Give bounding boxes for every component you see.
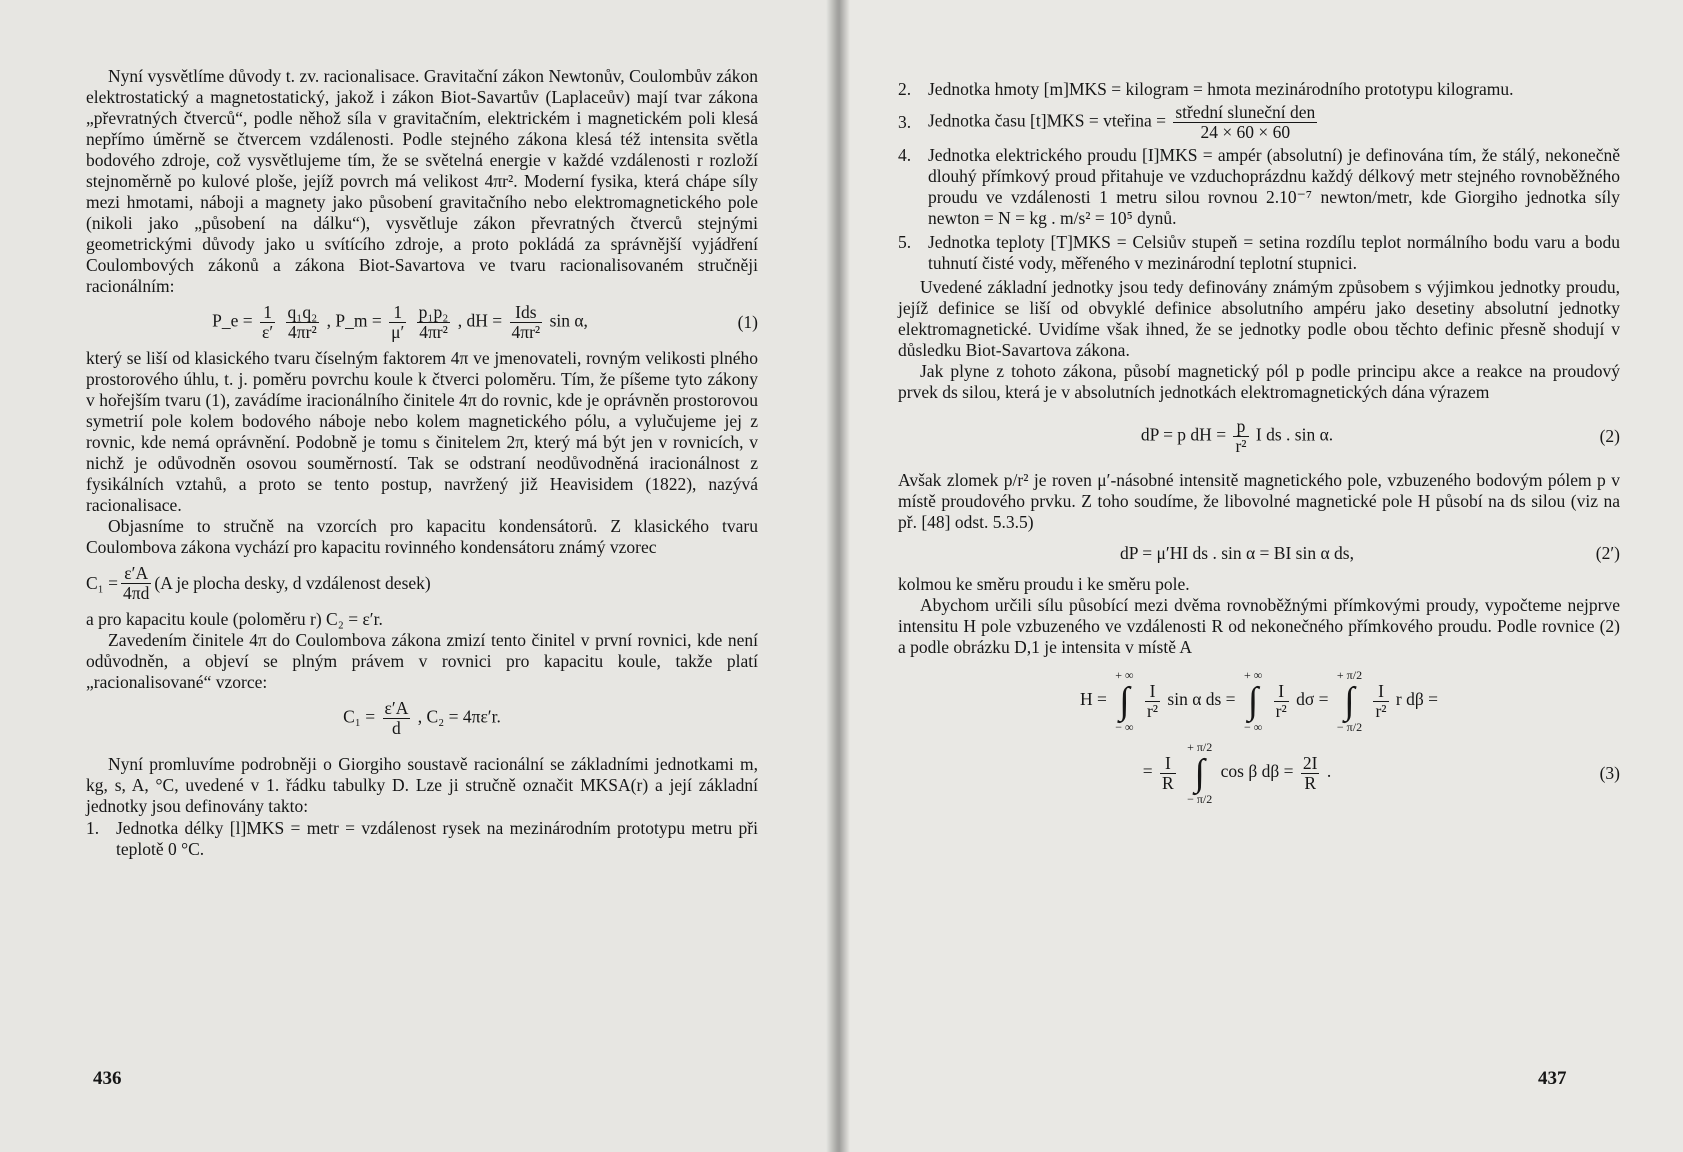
eqc2-frac: $\frac{\varepsilon'A}{d}$ <box>384 698 409 738</box>
equation-number-3: (3) <box>1599 762 1620 783</box>
eq3a-term-3: r dβ = <box>1395 689 1439 710</box>
eqc2-tail: , C₂ = 4πε′r. <box>417 706 501 727</box>
paragraph-factor-4pi: který se liší od klasického tvaru číselným faktorem 4π ve jmenovateli, rovným velikosti plného prostorového úhlu, t. j. poměru povrchu koule k čtverci poloměru. Tím, že píšeme tyto zákony v hořejším tvaru (1), zavádíme iracionálního činitele 4π do rovnic, kde je oprávněn prostorovou symetrií pole kolem bodového náboje nebo kolem magnetického pólu, a vylučujeme jej z rovnic, kde nemá oprávnění. Podobně je tomu s činitelem 2π, který má být jen v rovnicích, v nichž je odůvodněn osovou souměrností. Tak se odstraní neodůvodněná iracionálnost z fysikálních vztahů, a proto se tento postup, navržený již Heavisidem (1822), nazývá racionalisace. <box>86 348 758 515</box>
equation-c1-classic <box>86 564 758 603</box>
eqc1-note: (A je plocha desky, d vzdálenost desek) <box>154 573 431 593</box>
eq1-pm-frac-a: $\frac{1}{\mu'}$ <box>391 302 405 342</box>
eq1-pe-frac-a: $\frac{1}{\varepsilon'}$ <box>261 302 274 342</box>
equation-2 <box>898 417 1620 456</box>
eq2-frac: $\frac{p}{\text{r²}}$ <box>1235 416 1247 456</box>
eq1-dh-frac: $\frac{\text{Ids}}{\text{4πr²}}$ <box>511 302 541 342</box>
page-number-left: 436 <box>93 1068 122 1089</box>
eq1-dh-lhs: , dH = <box>457 310 503 331</box>
eq2-tail: I ds . sin α. <box>1255 424 1334 445</box>
eq1-pe-lhs: P_e = <box>212 310 253 331</box>
eq3a-frac-3: $\frac{I}{\text{r²}}$ <box>1375 680 1387 721</box>
list-item-1: 1. Jednotka délky [l]MKS = metr = vzdálenost rysek na mezinárodním prototypu metru při teplotě 0 °C. <box>86 818 758 859</box>
equation-3-line-1 <box>898 668 1620 734</box>
eq1-pe-frac-b: $\frac{\text{q₁q₂}}{\text{4πr²}}$ <box>287 302 318 342</box>
equation-number-2-prime: (2′) <box>1595 543 1620 563</box>
paragraph-kondensator: Objasníme to stručně na vzorcích pro kapacitu kondensátorů. Z klasického tvaru Coulombova zákona vychází pro kapacitu rovinného kondensátoru známý vzorec <box>86 516 758 557</box>
paragraph-avsak: Avšak zlomek p/r² je roven μ′-násobné intensitě magnetického pole, vzbuzeného bodovým pólem p v místě proudového prvku. Z toho soudíme, že libovolné magnetické pole H působí na ds silou (viz na př. [48] odst. 5.3.5) <box>898 470 1620 532</box>
eq1-pm-frac-b: $\frac{\text{p₁p₂}}{\text{4πr²}}$ <box>418 302 449 342</box>
item3-text: Jednotka času [t]MKS = vteřina = <box>928 110 1166 131</box>
integral-4: + π/2 ∫ − π/2 <box>1187 740 1213 806</box>
page-number-right: 437 <box>1538 1068 1567 1089</box>
equation-3-line-2 <box>898 740 1620 806</box>
left-page <box>0 0 838 1152</box>
paragraph-giorgi: Nyní promluvíme podrobněji o Giorgiho soustavě racionální se základními jednotkami m, kg, s, A, °C, uvedené v 1. řádku tabulky D. Lze ji stručně označit MKSA(r) a její základní jednotky jsou definovány takto: <box>86 754 758 816</box>
paragraph-jak-plyne: Jak plyne z tohoto zákona, působí magnetický pól p podle principu akce a reakce na proudový prvek ds silou, která je v absolutních jednotkách elektromagnetických dána výrazem <box>898 361 1620 402</box>
eq3b-mid: cos β dβ = <box>1220 761 1294 782</box>
eq1-dh-tail: sin α, <box>549 310 588 331</box>
paragraph-zavedenim: Zavedením činitele 4π do Coulombova zákona zmizí tento činitel v první rovnici, kde není odůvodněn, a objeví se plným právem v rovnici pro kapacitu koule, takže platí „racionalisované“ vzorce: <box>86 630 758 692</box>
right-page <box>838 0 1683 1152</box>
eq3b-frac-1: $\frac{I}{R}$ <box>1162 752 1174 793</box>
eq3b-lhs: = <box>1142 761 1153 782</box>
eq3a-term-1: sin α ds = <box>1167 689 1236 710</box>
eqc1-frac: $\frac{\varepsilon'A}{4\pi d}$ <box>123 563 150 603</box>
eq3b-frac-2: $\frac{2I}{R}$ <box>1302 752 1318 793</box>
eq3a-term-2: dσ = <box>1296 689 1329 710</box>
equation-c-rational <box>86 699 758 738</box>
eqc1-lhs: C₁ = <box>86 573 119 593</box>
integral-1: + ∞ ∫ − ∞ <box>1115 668 1134 734</box>
integral-3: + π/2 ∫ − π/2 <box>1336 668 1363 734</box>
book-gutter <box>826 0 850 1152</box>
eq1-pm-lhs: , P_m = <box>326 310 382 331</box>
equation-number-2: (2) <box>1599 426 1620 446</box>
eq2b-text: dP = μ′HI ds . sin α = BI sin α ds, <box>1120 543 1354 563</box>
integral-2: + ∞ ∫ − ∞ <box>1243 668 1263 734</box>
equation-number-1: (1) <box>737 312 758 332</box>
paragraph-racionalisace: Nyní vysvětlíme důvody t. zv. racionalisace. Gravitační zákon Newtonův, Coulombův zákon elektrostatický a magnetostatický, jakož i zákon Biot-Savartův (Laplaceův) mají tvar zákona „převratných čtverců“, podle něhož síla v gravitačním, elektrickém i magnetickém poli klesá nepřímo úměrně se čtvercem vzdálenosti. Podle stejného zákona klesá též intensita světla bodového zdroje, což vysvětlujeme tím, že se světelná energie v každé vzdálenosti r rozloží stejnoměrně po kulové ploše, jejíž povrch má velikost 4πr². Moderní fysika, která chápe síly mezi hmotami, náboji a magnety jako působení gravitačního nebo elektromagnetického pole (nikoli jako „působení na dálku“), vysvětluje zákon převratných čtverců stejnými geometrickými důvody jako u svítícího zdroje, a proto pokládá za správnější vyjádření Coulombových zákonů a zákona Biot-Savartova ve tvaru racionalisovaném stručněji racionálním: <box>86 66 758 296</box>
equation-2-prime <box>898 543 1620 564</box>
item3-frac: $\frac{\text{střední sluneční den}}{24 \times 60 \times 60}$ <box>1175 102 1316 142</box>
right-text-column <box>898 78 1620 812</box>
eqc2-lhs: C₁ = <box>343 706 376 727</box>
list-item-2: 2. Jednotka hmoty [m]MKS = kilogram = hmota mezinárodního prototypu kilogramu. <box>898 79 1514 99</box>
list-item-4: 4. Jednotka elektrického proudu [I]MKS = ampér (absolutní) je definována tím, že stálý, nekonečně dlouhý přímkový proud přitahuje ve vzduchoprázdnu každý délkový metr stejného rovnoběžného proudu ve vzdálenosti 1 metru silou rovnou 2.10⁻⁷ newton/metr, kde Giorgiho jednotka síly newton = N = kg . m/s² = 10⁵ dynů. <box>898 145 1620 228</box>
paragraph-kolmou: kolmou ke směru proudu i ke směru pole. <box>898 574 1190 594</box>
paragraph-abychom: Abychom určili sílu působící mezi dvěma rovnoběžnými přímkovými proudy, vypočteme nejprve intensitu H pole vzbuzeného ve vzdálenosti R od nekonečného přímkového proudu. Podle rovnice (2) a podle obrázku D,1 je intensita v místě A <box>898 595 1620 657</box>
eq3a-lhs: H = <box>1079 689 1107 710</box>
list-item-5: 5. Jednotka teploty [T]MKS = Celsiův stupeň = setina rozdílu teplot normálního bodu varu a bodu tuhnutí čisté vody, měřeného v mezinárodní teplotní stupnici. <box>898 232 1620 273</box>
list-item-3: 3. Jednotka času [t]MKS = vteřina = $\frac{\text{střední sluneční den}}{24 \times 60 \times 60}$ <box>898 102 1316 142</box>
eq3b-tail: . <box>1326 761 1332 782</box>
equation-1 <box>86 303 758 342</box>
paragraph-uvedene: Uvedené základní jednotky jsou tedy definovány známým způsobem s výjimkou jednotky proudu, jejíž definice se liší od obvyklé definice absolutního ampéru jako desetiny absolutní jednotky elektromagnetické. Uvidíme však ihned, že se jednotky podle obou těchto definic přesně shodují v důsledku Biot-Savartova zákona. <box>898 277 1620 360</box>
eq3a-frac-1: $\frac{I}{\text{r²}}$ <box>1146 680 1159 721</box>
paragraph-koule: a pro kapacitu koule (poloměru r) C₂ = ε′r. <box>86 609 383 629</box>
eq3a-frac-2: $\frac{I}{\text{r²}}$ <box>1275 680 1287 721</box>
eq2-lhs: dP = p dH = <box>1140 424 1227 445</box>
left-text-column <box>86 66 758 863</box>
